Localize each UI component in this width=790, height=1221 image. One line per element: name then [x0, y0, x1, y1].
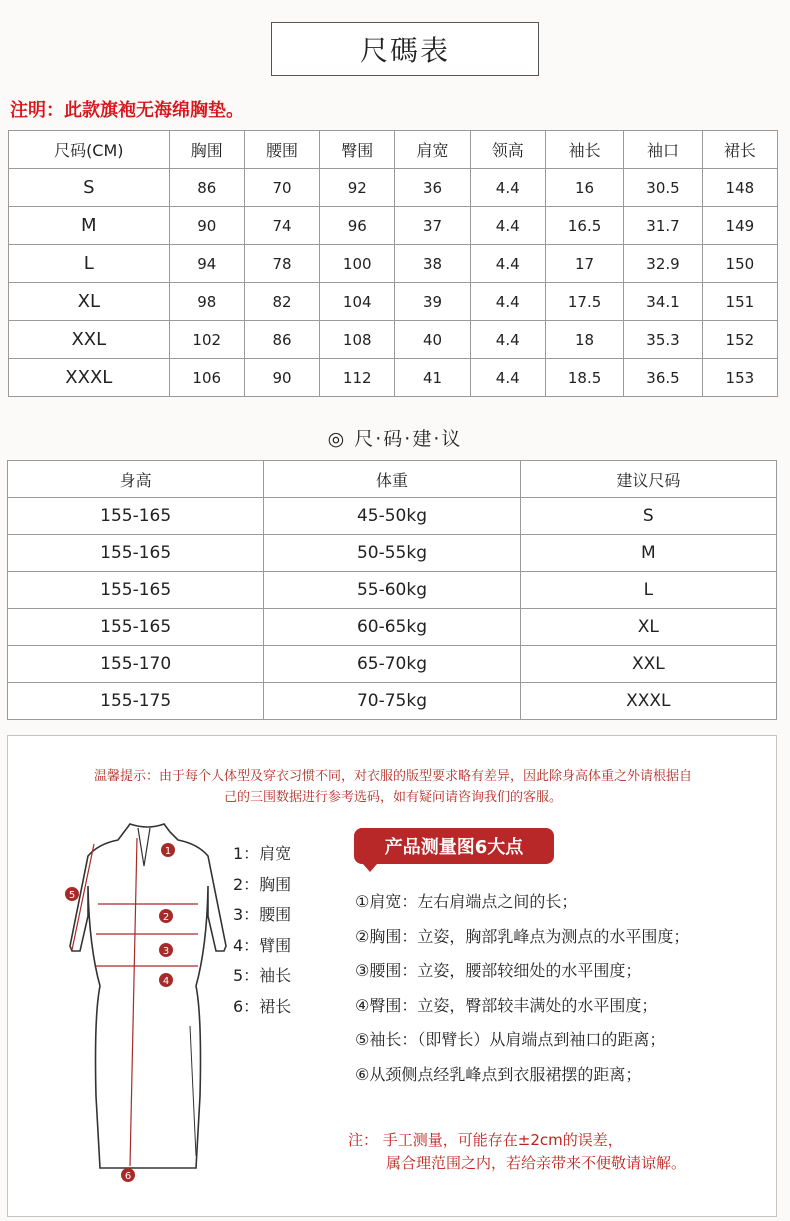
table-cell: 106: [169, 359, 244, 397]
page-title: 尺碼表: [271, 22, 539, 76]
table-cell: 108: [320, 321, 395, 359]
table-cell: XXL: [9, 321, 170, 359]
table-cell: 98: [169, 283, 244, 321]
table-cell: 90: [169, 207, 244, 245]
table-cell: 152: [702, 321, 777, 359]
table-cell: 78: [244, 245, 319, 283]
table-cell: XXXL: [520, 683, 776, 720]
measurement-note: [348, 1129, 686, 1175]
table-cell: 100: [320, 245, 395, 283]
table-cell: 94: [169, 245, 244, 283]
table-cell: 92: [320, 169, 395, 207]
table-cell: XXXL: [9, 359, 170, 397]
table-cell: 39: [395, 283, 470, 321]
table-cell: 155-170: [8, 646, 264, 683]
measure-item: ③腰围：立姿，腰部较细处的水平围度；: [355, 961, 642, 981]
header-cell: 肩宽: [395, 131, 470, 169]
table-header-row: [8, 461, 777, 498]
table-cell: 45-50kg: [264, 498, 520, 535]
table-cell: 155-165: [8, 535, 264, 572]
table-row: [8, 683, 777, 720]
point-item: 2：胸围: [233, 874, 292, 894]
measure-item: ②胸围：立姿，胸部乳峰点为测点的水平围度；: [355, 926, 690, 946]
measure-item: ①肩宽：左右肩端点之间的长；: [355, 892, 578, 911]
measure-item: ⑥从颈侧点经乳峰点到衣服裙摆的距离；: [355, 1064, 642, 1084]
table-cell: L: [9, 245, 170, 283]
tip-text: [18, 766, 768, 808]
table-cell: 18.5: [545, 359, 623, 397]
table-cell: 40: [395, 321, 470, 359]
table-cell: 16: [545, 169, 623, 207]
table-cell: 60-65kg: [264, 609, 520, 646]
table-row: [9, 321, 778, 359]
measurement-panel: [7, 735, 777, 1217]
point-list: [233, 841, 291, 1024]
table-cell: 32.9: [624, 245, 702, 283]
point-item: 3：腰围: [233, 905, 292, 924]
table-cell: 4.4: [470, 207, 545, 245]
measure-list: [355, 889, 689, 1097]
table-cell: S: [520, 498, 776, 535]
table-row: [9, 245, 778, 283]
table-cell: 4.4: [470, 169, 545, 207]
badge-tail: [363, 864, 377, 872]
marker-4: 4: [162, 976, 170, 987]
qipao-figure-icon: [58, 816, 228, 1186]
header-cell: 袖长: [545, 131, 623, 169]
table-cell: 4.4: [470, 245, 545, 283]
measurement-badge: 产品测量图6大点: [354, 828, 554, 864]
table-cell: 17.5: [545, 283, 623, 321]
table-cell: 30.5: [624, 169, 702, 207]
table-cell: XXL: [520, 646, 776, 683]
table-cell: 150: [702, 245, 777, 283]
marker-6: 6: [124, 1171, 132, 1182]
table-cell: 34.1: [624, 283, 702, 321]
header-cell: 袖口: [624, 131, 702, 169]
table-cell: 74: [244, 207, 319, 245]
table-cell: 50-55kg: [264, 535, 520, 572]
table-cell: 155-175: [8, 683, 264, 720]
table-cell: 55-60kg: [264, 572, 520, 609]
note-line-2: 属合理范围之内，若给亲带来不便敬请谅解。: [386, 1154, 687, 1172]
header-cell: 尺码(CM): [9, 131, 170, 169]
table-row: [8, 535, 777, 572]
size-table: [8, 130, 778, 397]
table-cell: S: [9, 169, 170, 207]
table-cell: M: [9, 207, 170, 245]
table-cell: 36: [395, 169, 470, 207]
table-cell: 16.5: [545, 207, 623, 245]
table-cell: 155-165: [8, 609, 264, 646]
table-cell: 86: [244, 321, 319, 359]
table-cell: 148: [702, 169, 777, 207]
header-cell: 领高: [470, 131, 545, 169]
tip-line-1: 温馨提示：由于每个人体型及穿衣习惯不同，对衣服的版型要求略有差异，因此除身高体重之外请根据自: [93, 769, 692, 784]
table-cell: 4.4: [470, 321, 545, 359]
table-cell: 4.4: [470, 359, 545, 397]
measure-item: ④臀围：立姿，臀部较丰满处的水平围度；: [355, 995, 658, 1015]
table-cell: M: [520, 535, 776, 572]
table-cell: 4.4: [470, 283, 545, 321]
header-cell: 建议尺码: [520, 461, 776, 498]
marker-5: 5: [68, 890, 76, 901]
measure-item: ⑤袖长：（即臂长）从肩端点到袖口的距离；: [355, 1030, 666, 1050]
table-cell: 36.5: [624, 359, 702, 397]
table-row: [9, 169, 778, 207]
header-cell: 身高: [8, 461, 264, 498]
table-cell: 70: [244, 169, 319, 207]
header-cell: 胸围: [169, 131, 244, 169]
table-cell: 41: [395, 359, 470, 397]
header-cell: 腰围: [244, 131, 319, 169]
advice-title: ◎ 尺·码·建·议: [327, 428, 463, 450]
table-row: [8, 609, 777, 646]
table-cell: 86: [169, 169, 244, 207]
table-cell: 17: [545, 245, 623, 283]
table-cell: L: [520, 572, 776, 609]
table-cell: 104: [320, 283, 395, 321]
table-cell: 82: [244, 283, 319, 321]
header-cell: 体重: [264, 461, 520, 498]
table-cell: 70-75kg: [264, 683, 520, 720]
table-header-row: [9, 131, 778, 169]
tip-line-2: 己的三围数据进行参考选码，如有疑问请咨询我们的客服。: [223, 790, 562, 805]
table-cell: XL: [9, 283, 170, 321]
note-line-1: 注： 手工测量，可能存在±2cm的误差，: [348, 1131, 623, 1149]
table-cell: 65-70kg: [264, 646, 520, 683]
table-cell: 31.7: [624, 207, 702, 245]
marker-3: 3: [162, 946, 170, 957]
point-item: 5：袖长: [233, 966, 292, 985]
table-cell: 90: [244, 359, 319, 397]
table-cell: 96: [320, 207, 395, 245]
point-item: 4：臂围: [233, 935, 292, 955]
table-cell: XL: [520, 609, 776, 646]
point-item: 1：肩宽: [233, 844, 292, 863]
table-cell: 35.3: [624, 321, 702, 359]
point-item: 6：裙长: [233, 996, 292, 1016]
marker-2: 2: [162, 912, 170, 923]
table-row: [9, 207, 778, 245]
table-cell: 151: [702, 283, 777, 321]
header-cell: 臀围: [320, 131, 395, 169]
table-cell: 18: [545, 321, 623, 359]
table-cell: 153: [702, 359, 777, 397]
table-cell: 37: [395, 207, 470, 245]
table-cell: 149: [702, 207, 777, 245]
advice-table: [7, 460, 777, 720]
table-row: [8, 572, 777, 609]
notice-text: 注明：此款旗袍无海绵胸垫。: [10, 100, 244, 121]
marker-1: 1: [164, 846, 172, 857]
table-row: [8, 498, 777, 535]
table-row: [9, 283, 778, 321]
header-cell: 裙长: [702, 131, 777, 169]
table-cell: 155-165: [8, 498, 264, 535]
table-row: [8, 646, 777, 683]
table-cell: 102: [169, 321, 244, 359]
table-cell: 38: [395, 245, 470, 283]
table-cell: 155-165: [8, 572, 264, 609]
table-row: [9, 359, 778, 397]
table-cell: 112: [320, 359, 395, 397]
